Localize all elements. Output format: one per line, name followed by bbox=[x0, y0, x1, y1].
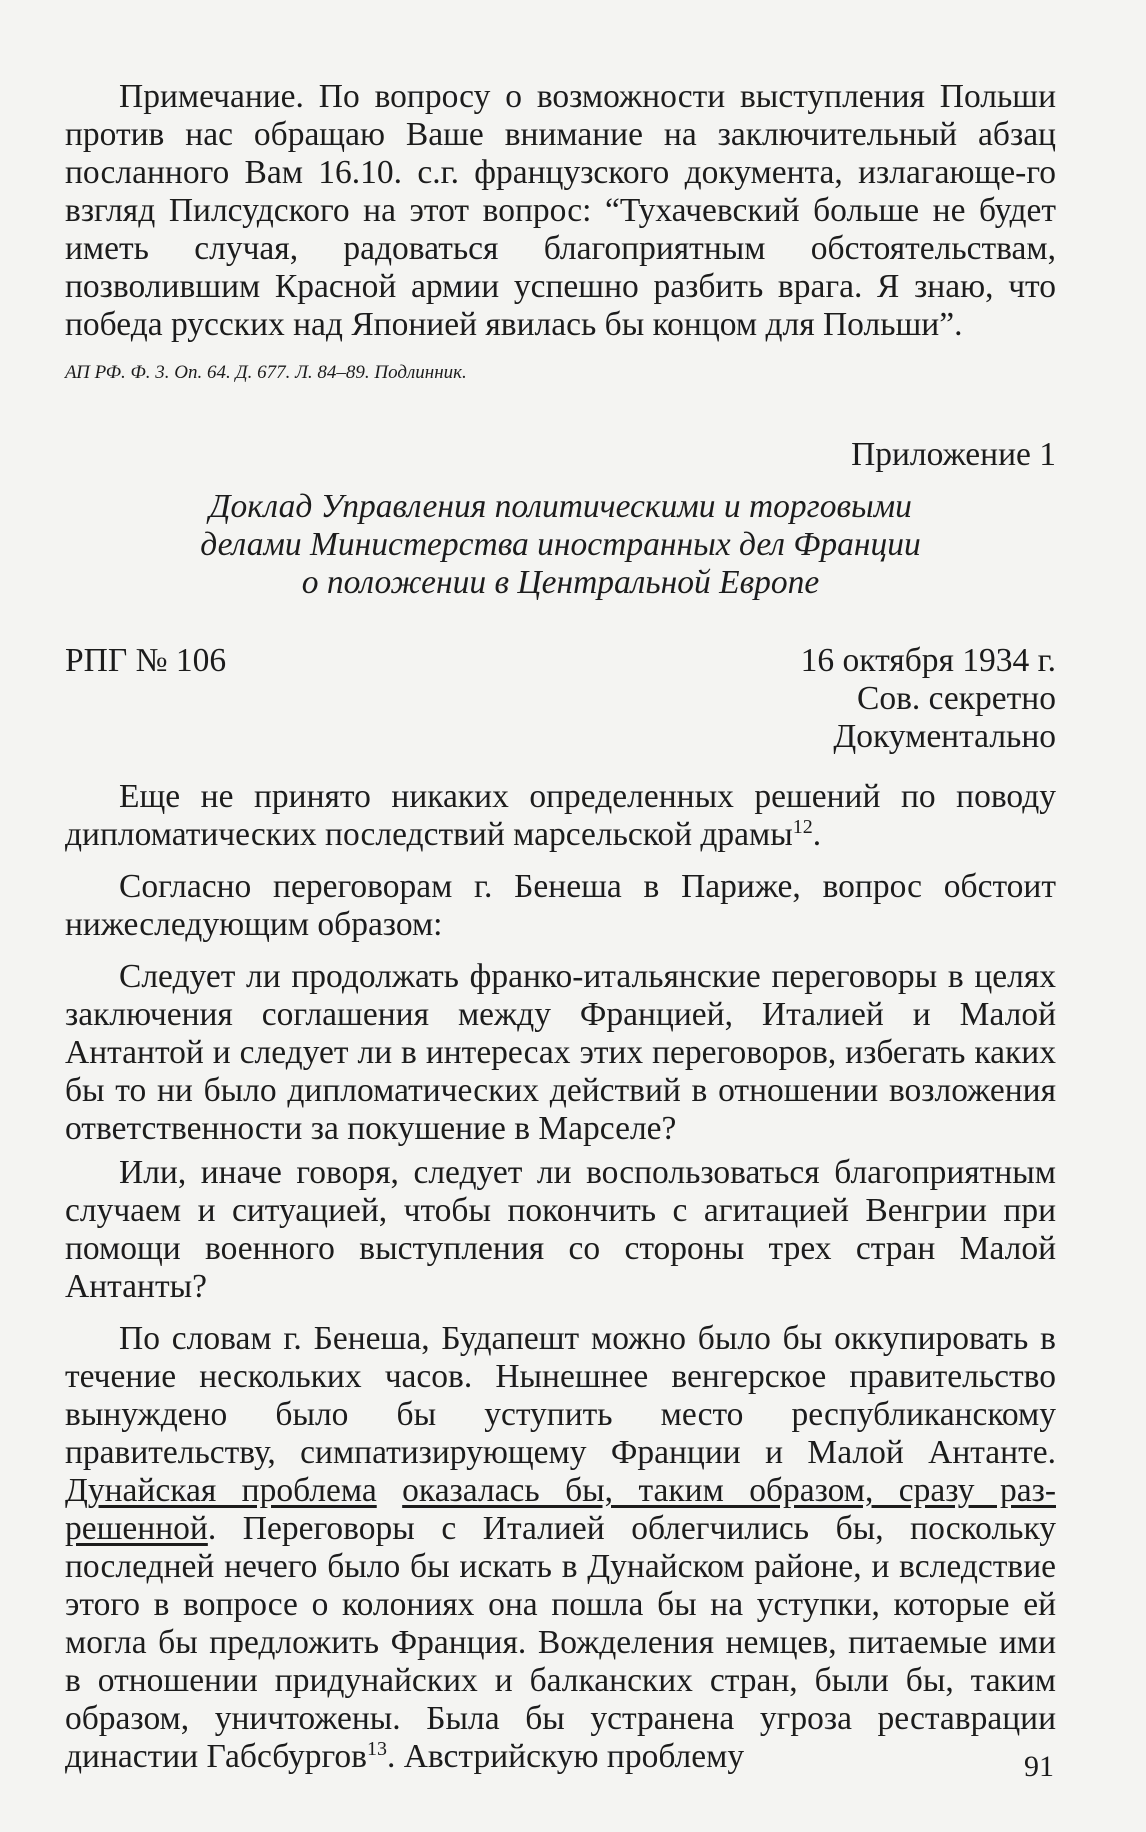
document-title-line: о положении в Центральной Европе bbox=[301, 564, 820, 601]
editorial-note: Примечание. По вопросу о возможности выступления Польши против нас обращаю Ваше внимание на заключительный абзац посланного Вам 16.10. с.г. французского документа, излагающе-го взгляд Пилсудского на этот вопрос: “Тухачевский больше не будет иметь случая, радоваться благоприятным обстоятельствам, позволившим Красной армии успешно разбить врага. Я знаю, что победа русских над Японией явилась бы концом для Польши”. bbox=[65, 78, 1056, 343]
document-title-line: Доклад Управления политическими и торговыми bbox=[209, 488, 912, 525]
underlined-text: оказалась бы, таким образом, сразу раз-решенной bbox=[65, 1472, 1056, 1547]
authenticity-mark: Документально bbox=[833, 718, 1056, 755]
document-title-line: делами Министерства иностранных дел Франции bbox=[200, 526, 921, 563]
paragraph-text: . bbox=[812, 816, 822, 853]
paragraph-text: Еще не принято никаких определенных решений по поводу дипломатических последствий марсельской драмы bbox=[65, 778, 1056, 853]
body-paragraph bbox=[65, 778, 1056, 854]
underlined-text: Дунайская проблема bbox=[65, 1472, 377, 1509]
document-number: РПГ № 106 bbox=[65, 642, 227, 679]
document-header bbox=[65, 642, 1056, 680]
document-title bbox=[65, 488, 1056, 602]
footnote-ref: 13 bbox=[366, 1737, 387, 1760]
appendix-heading: Приложение 1 bbox=[851, 436, 1056, 473]
body-paragraph: Или, иначе говоря, следует ли воспользоваться благоприятным случаем и ситуацией, чтобы покончить с агитацией Венгрии при помощи военного выступления со стороны трех стран Малой Антанты? bbox=[65, 1154, 1056, 1305]
body-paragraph bbox=[65, 1320, 1056, 1776]
paragraph-text: . Переговоры с Италией облегчились бы, поскольку последней нечего было бы искать в Дунайском районе, и вследствие этого в вопросе о колониях она пошла бы на уступки, которые ей могла бы предложить Франция. Вожделения немцев, питаемые ими в отношении придунайских и балканских стран, были бы, таким образом, уничтожены. Была бы устранена угроза реставрации династии Габсбургов bbox=[65, 1510, 1056, 1775]
document-date: 16 октября 1934 г. bbox=[800, 642, 1056, 679]
paragraph-text: . Австрийскую проблему bbox=[386, 1738, 745, 1775]
classification-mark: Сов. секретно bbox=[856, 680, 1056, 717]
page-number: 91 bbox=[1024, 1750, 1054, 1783]
archive-source: АП РФ. Ф. 3. Оп. 64. Д. 677. Л. 84–89. Подлинник. bbox=[65, 362, 467, 383]
footnote-ref: 12 bbox=[792, 815, 813, 838]
body-paragraph: Следует ли продолжать франко-итальянские переговоры в целях заключения соглашения между Францией, Италией и Малой Антантой и следует ли в интересах этих переговоров, избегать каких бы то ни было дипломатических действий в отношении возложения ответственности за покушение в Марселе? bbox=[65, 958, 1056, 1147]
body-paragraph: Согласно переговорам г. Бенеша в Париже, вопрос обстоит нижеследующим образом: bbox=[65, 868, 1056, 943]
paragraph-text: По словам г. Бенеша, Будапешт можно было бы оккупировать в течение нескольких часов. Нынешнее венгерское правительство вынуждено было бы уступить место республиканскому правительству, симпатизирующему Франции и Малой Антанте. bbox=[65, 1320, 1056, 1471]
paragraph-text bbox=[377, 1472, 402, 1509]
